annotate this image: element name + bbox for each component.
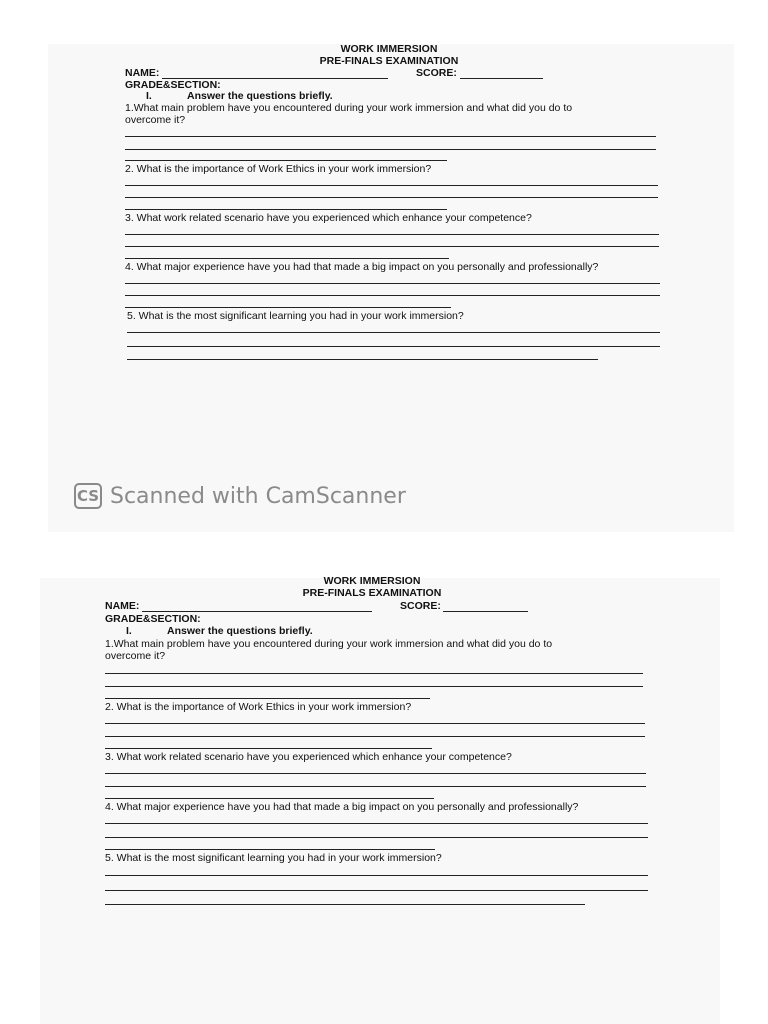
section-instruction: Answer the questions briefly.: [167, 625, 313, 637]
question-1-line-1: 1.What main problem have you encountered during your work immersion and what did you do to: [105, 638, 553, 650]
question-5: 5. What is the most significant learning you had in your work immersion?: [105, 852, 442, 864]
question-2: 2. What is the importance of Work Ethics in your work immersion?: [125, 163, 432, 175]
answer-line[interactable]: [105, 686, 643, 687]
name-label: NAME:: [105, 600, 140, 612]
answer-line[interactable]: [105, 849, 435, 850]
score-label: SCORE:: [400, 600, 441, 612]
answer-line[interactable]: [105, 823, 648, 824]
question-3: 3. What work related scenario have you experienced which enhance your competence?: [125, 212, 532, 224]
question-4: 4. What major experience have you had that made a big impact on you personally and professionally?: [125, 261, 599, 273]
exam-subtitle: PRE-FINALS EXAMINATION: [319, 55, 459, 67]
grade-section-label: GRADE&SECTION:: [125, 79, 221, 91]
question-2: 2. What is the importance of Work Ethics in your work immersion?: [105, 701, 412, 713]
exam-subtitle: PRE-FINALS EXAMINATION: [302, 587, 442, 599]
score-label: SCORE:: [416, 67, 457, 79]
grade-section-label: GRADE&SECTION:: [105, 613, 201, 625]
answer-line[interactable]: [105, 798, 434, 799]
section-roman: I.: [146, 90, 152, 102]
section-roman: I.: [126, 625, 132, 637]
question-4: 4. What major experience have you had that made a big impact on you personally and professionally?: [105, 801, 579, 813]
answer-line[interactable]: [105, 723, 645, 724]
answer-line[interactable]: [105, 904, 585, 905]
section-instruction: Answer the questions briefly.: [187, 90, 333, 102]
camscanner-watermark-text: Scanned with CamScanner: [110, 483, 406, 509]
answer-line[interactable]: [105, 673, 643, 674]
answer-line[interactable]: [105, 837, 648, 838]
answer-line[interactable]: [105, 748, 432, 749]
answer-line[interactable]: [105, 875, 648, 876]
answer-line[interactable]: [105, 890, 648, 891]
question-3: 3. What work related scenario have you experienced which enhance your competence?: [105, 751, 512, 763]
score-field[interactable]: [443, 611, 528, 612]
answer-line[interactable]: [105, 736, 645, 737]
question-1-line-2: overcome it?: [125, 114, 186, 126]
camscanner-logo-icon: CS: [74, 483, 102, 509]
name-label: NAME:: [125, 67, 160, 79]
answer-line[interactable]: [105, 786, 646, 787]
answer-line[interactable]: [105, 698, 430, 699]
question-1-line-1: 1.What main problem have you encountered during your work immersion and what did you do to: [125, 102, 573, 114]
exam-title: WORK IMMERSION: [323, 575, 421, 587]
question-5: 5. What is the most significant learning you had in your work immersion?: [127, 310, 464, 322]
question-1-line-2: overcome it?: [105, 650, 166, 662]
exam-title: WORK IMMERSION: [340, 43, 438, 55]
answer-line[interactable]: [105, 773, 646, 774]
name-field[interactable]: [142, 611, 372, 612]
